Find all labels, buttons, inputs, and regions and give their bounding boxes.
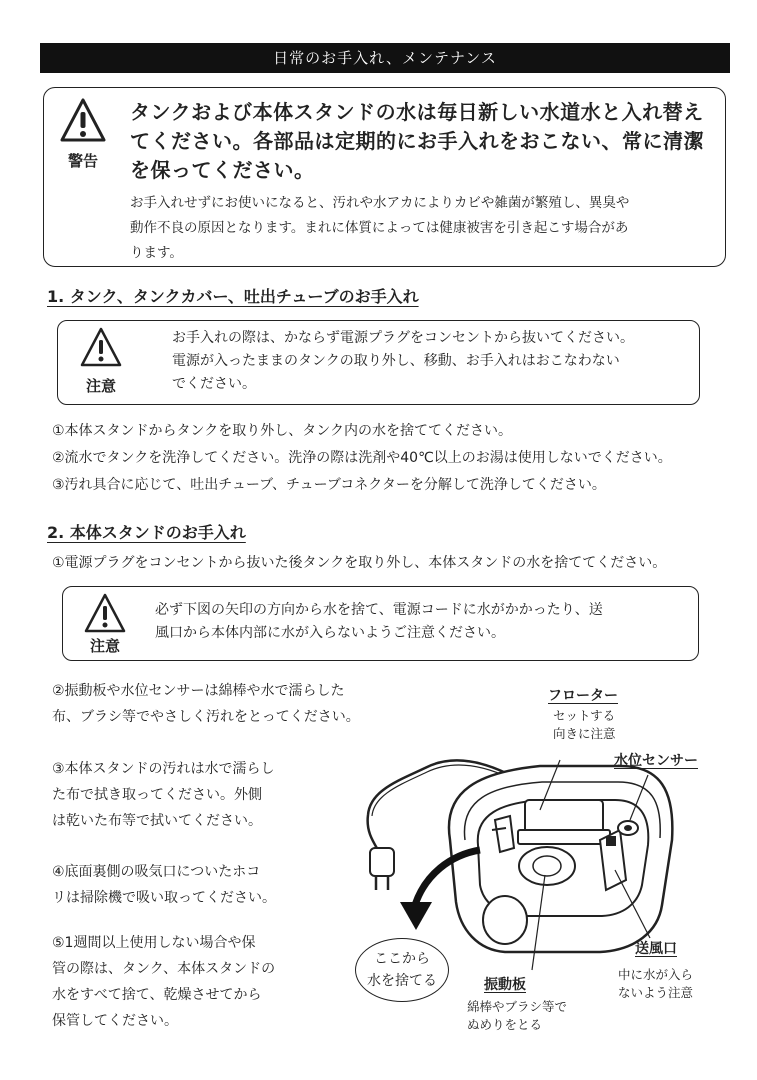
warning-title-line: を保ってください。	[130, 158, 315, 182]
step-line: ⑤1週間以上使用しない場合や保	[52, 935, 256, 951]
step-item: ③汚れ具合に応じて、吐出チューブ、チューブコネクターを分解して洗浄してください。	[52, 477, 606, 493]
warning-label: 警告	[67, 152, 98, 170]
vent-note-line: 中に水が入ら	[618, 967, 694, 982]
step-line: 保管してください。	[52, 1013, 178, 1029]
caution-line: 風口から本体内部に水が入らないようご注意ください。	[155, 625, 505, 641]
caution-line: お手入れの際は、かならず電源プラグをコンセントから抜いてください。	[172, 330, 634, 346]
pour-line: 水を捨てる	[367, 973, 437, 989]
caution-icon	[82, 592, 128, 636]
step-item: ②流水でタンクを洗浄してください。洗浄の際は洗剤や40℃以上のお湯は使用しないでください。	[52, 450, 672, 466]
section2-step5	[52, 930, 312, 1034]
section2-step1: ①電源プラグをコンセントから抜いた後タンクを取り外し、本体スタンドの水を捨ててください。	[52, 555, 667, 571]
floater-label: フローター	[548, 688, 618, 704]
section2-step4	[52, 859, 312, 911]
warning-title-line: てください。各部品は定期的にお手入れをおこない、常に清潔	[130, 129, 704, 153]
step-line: 管の際は、タンク、本体スタンドの	[52, 961, 276, 977]
step-line: は乾いた布等で拭いてください。	[52, 813, 262, 829]
caution-label: 注意	[85, 377, 116, 395]
step-line: リは掃除機で吸い取ってください。	[52, 890, 276, 906]
warning-body-line: お手入れせずにお使いになると、汚れや水アカによりカビや雑菌が繁殖し、異臭や	[130, 195, 630, 211]
caution-line: でください。	[172, 376, 256, 392]
section2-caution-text	[155, 599, 685, 645]
pour-line: ここから	[374, 951, 430, 967]
warning-title	[130, 98, 715, 185]
section2-step3	[52, 756, 312, 834]
vent-note	[618, 966, 693, 1002]
section2-heading: 2. 本体スタンドのお手入れ	[47, 523, 246, 542]
caution-label: 注意	[89, 637, 120, 655]
floater-note-line: セットする	[553, 708, 616, 723]
step-line: 布、ブラシ等でやさしく汚れをとってください。	[52, 709, 360, 725]
section1-steps	[52, 418, 742, 499]
warning-body-line: ります。	[130, 245, 183, 261]
step-line: ②振動板や水位センサーは綿棒や水で濡らした	[52, 683, 345, 699]
vibrating-plate-note	[467, 998, 567, 1034]
vent-note-line: ないよう注意	[618, 985, 694, 1000]
warning-body-line: 動作不良の原因となります。まれに体質によっては健康被害を引き起こす場合があ	[130, 220, 629, 236]
step-line: ④底面裏側の吸気口についたホコ	[52, 864, 261, 880]
warning-icon	[58, 96, 108, 146]
step-line: ③本体スタンドの汚れは水で濡らし	[52, 761, 275, 777]
floater-note-line: 向きに注意	[553, 726, 616, 741]
water-level-sensor-label: 水位センサー	[614, 753, 698, 769]
pour-here-text	[357, 948, 447, 992]
page-title-bar	[40, 43, 730, 73]
plate-note-line: ぬめりをとる	[467, 1017, 543, 1032]
plate-note-line: 綿棒やブラシ等で	[467, 999, 568, 1014]
step-line: た布で拭き取ってください。外側	[52, 787, 262, 803]
section1-caution-text	[172, 327, 692, 396]
caution-icon	[78, 326, 124, 370]
page-title: 日常のお手入れ、メンテナンス	[273, 49, 497, 67]
floater-note	[553, 707, 616, 743]
warning-title-line: タンクおよび本体スタンドの水は毎日新しい水道水と入れ替え	[130, 100, 704, 124]
step-item: ①本体スタンドからタンクを取り外し、タンク内の水を捨ててください。	[52, 423, 512, 439]
warning-body	[130, 191, 710, 266]
caution-line: 電源が入ったままのタンクの取り外し、移動、お手入れはおこなわない	[172, 353, 620, 369]
section1-heading: 1. タンク、タンクカバー、吐出チューブのお手入れ	[47, 287, 419, 306]
caution-line: 必ず下図の矢印の方向から水を捨て、電源コードに水がかかったり、送	[155, 602, 603, 618]
step-line: 水をすべて捨て、乾燥させてから	[52, 987, 262, 1003]
vent-label: 送風口	[635, 941, 677, 957]
vibrating-plate-label: 振動板	[484, 977, 526, 993]
